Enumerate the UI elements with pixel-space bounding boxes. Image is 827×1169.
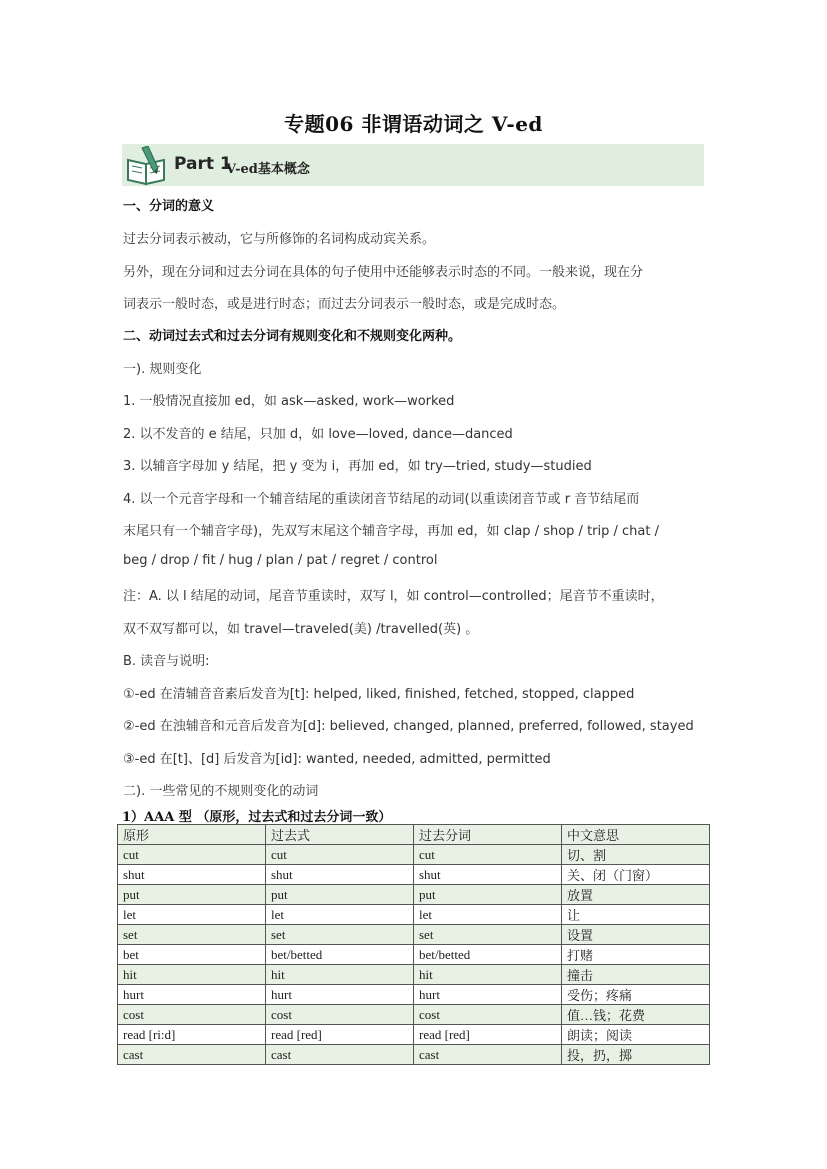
- banner-subtitle: V-ed基本概念: [226, 162, 310, 177]
- table-cell: cut: [414, 845, 562, 865]
- rule-item: 4. 以一个元音字母和一个辅音结尾的重读闭音节结尾的动词(以重读闭音节或 r 音节结尾而: [123, 492, 640, 507]
- table-cell: hurt: [118, 985, 266, 1005]
- table-cell: hit: [118, 965, 266, 985]
- table-cell: 切、割: [562, 845, 710, 865]
- table-cell: hit: [266, 965, 414, 985]
- column-header: 过去分词: [414, 825, 562, 845]
- table-cell: read [red]: [414, 1025, 562, 1045]
- table-cell: put: [118, 885, 266, 905]
- paragraph-line: 另外，现在分词和过去分词在具体的句子使用中还能够表示时态的不同。一般来说，现在分: [123, 265, 644, 280]
- table-cell: read [red]: [266, 1025, 414, 1045]
- paragraph-line: 词表示一般时态，或是进行时态；而过去分词表示一般时态，或是完成时态。: [123, 297, 566, 312]
- table-cell: 投，扔，掷: [562, 1045, 710, 1065]
- table-cell: cost: [414, 1005, 562, 1025]
- table-row: [118, 865, 710, 885]
- table-cell: 让: [562, 905, 710, 925]
- section-heading: 一、分词的意义: [123, 199, 215, 214]
- table-cell: 放置: [562, 885, 710, 905]
- table-cell: 关、闭（门窗）: [562, 865, 710, 885]
- subsection-heading: 一). 规则变化: [123, 362, 202, 377]
- column-header: 中文意思: [562, 825, 710, 845]
- subsection-heading: 二). 一些常见的不规则变化的动词: [123, 784, 319, 799]
- table-cell: let: [414, 905, 562, 925]
- table-cell: 撞击: [562, 965, 710, 985]
- pronunciation-item: ①-ed 在清辅音音素后发音为[t]: helped, liked, finished, fetched, stopped, clapped: [123, 687, 635, 702]
- table-row: [118, 885, 710, 905]
- table-cell: bet/betted: [414, 945, 562, 965]
- table-cell: cut: [118, 845, 266, 865]
- table-cell: 设置: [562, 925, 710, 945]
- rule-item: 1. 一般情况直接加 ed，如 ask—asked, work—worked: [123, 394, 455, 409]
- table-cell: 打赌: [562, 945, 710, 965]
- section-heading: 二、动词过去式和过去分词有规则变化和不规则变化两种。: [123, 329, 462, 344]
- table-row: [118, 1025, 710, 1045]
- table-caption: 1）AAA 型 （原形，过去式和过去分词一致）: [122, 810, 392, 825]
- table-cell: set: [118, 925, 266, 945]
- table-row: [118, 985, 710, 1005]
- note-line: B. 读音与说明:: [123, 654, 210, 669]
- table-cell: bet/betted: [266, 945, 414, 965]
- table-cell: 受伤；疼痛: [562, 985, 710, 1005]
- table-cell: shut: [266, 865, 414, 885]
- table-cell: set: [414, 925, 562, 945]
- rule-item: 3. 以辅音字母加 y 结尾，把 y 变为 i，再加 ed，如 try—tried, study—studied: [123, 459, 592, 474]
- table-cell: cost: [266, 1005, 414, 1025]
- table-cell: cost: [118, 1005, 266, 1025]
- note-line: 双不双写都可以，如 travel—traveled(美) /travelled(英) 。: [123, 622, 479, 637]
- table-cell: let: [266, 905, 414, 925]
- table-cell: hit: [414, 965, 562, 985]
- table-cell: shut: [118, 865, 266, 885]
- document-title: 专题06 非谓语动词之 V-ed: [284, 112, 543, 136]
- column-header: 原形: [118, 825, 266, 845]
- table-cell: 朗读；阅读: [562, 1025, 710, 1045]
- pronunciation-item: ②-ed 在浊辅音和元音后发音为[d]: believed, changed, planned, preferred, followed, stayed: [123, 719, 694, 734]
- table-cell: hurt: [266, 985, 414, 1005]
- table-cell: 值…钱；花费: [562, 1005, 710, 1025]
- book-pen-icon: [124, 146, 170, 186]
- table-row: [118, 845, 710, 865]
- table-cell: cast: [118, 1045, 266, 1065]
- table-cell: set: [266, 925, 414, 945]
- note-line: 注：A. 以 l 结尾的动词，尾音节重读时，双写 l，如 control—controlled；尾音节不重读时，: [123, 589, 664, 604]
- table-row: [118, 1005, 710, 1025]
- pronunciation-item: ③-ed 在[t]、[d] 后发音为[id]: wanted, needed, admitted, permitted: [123, 752, 551, 767]
- rule-item: 末尾只有一个辅音字母)，先双写末尾这个辅音字母，再加 ed，如 clap / shop / trip / chat /: [123, 524, 659, 539]
- verb-table: [117, 824, 710, 1065]
- table-row: [118, 925, 710, 945]
- section-banner: [122, 144, 704, 186]
- table-cell: cast: [414, 1045, 562, 1065]
- table-cell: cast: [266, 1045, 414, 1065]
- table-cell: let: [118, 905, 266, 925]
- table-cell: shut: [414, 865, 562, 885]
- table-cell: cut: [266, 845, 414, 865]
- table-header-row: [118, 825, 710, 845]
- table-cell: hurt: [414, 985, 562, 1005]
- table-row: [118, 945, 710, 965]
- rule-item: beg / drop / fit / hug / plan / pat / regret / control: [123, 553, 438, 568]
- table-row: [118, 1045, 710, 1065]
- column-header: 过去式: [266, 825, 414, 845]
- table-cell: put: [414, 885, 562, 905]
- paragraph-line: 过去分词表示被动，它与所修饰的名词构成动宾关系。: [123, 232, 436, 247]
- table-row: [118, 965, 710, 985]
- table-cell: bet: [118, 945, 266, 965]
- table-row: [118, 905, 710, 925]
- table-cell: read [ri:d]: [118, 1025, 266, 1045]
- rule-item: 2. 以不发音的 e 结尾，只加 d，如 love—loved, dance—danced: [123, 427, 513, 442]
- table-cell: put: [266, 885, 414, 905]
- banner-part-label: Part 1: [174, 154, 232, 174]
